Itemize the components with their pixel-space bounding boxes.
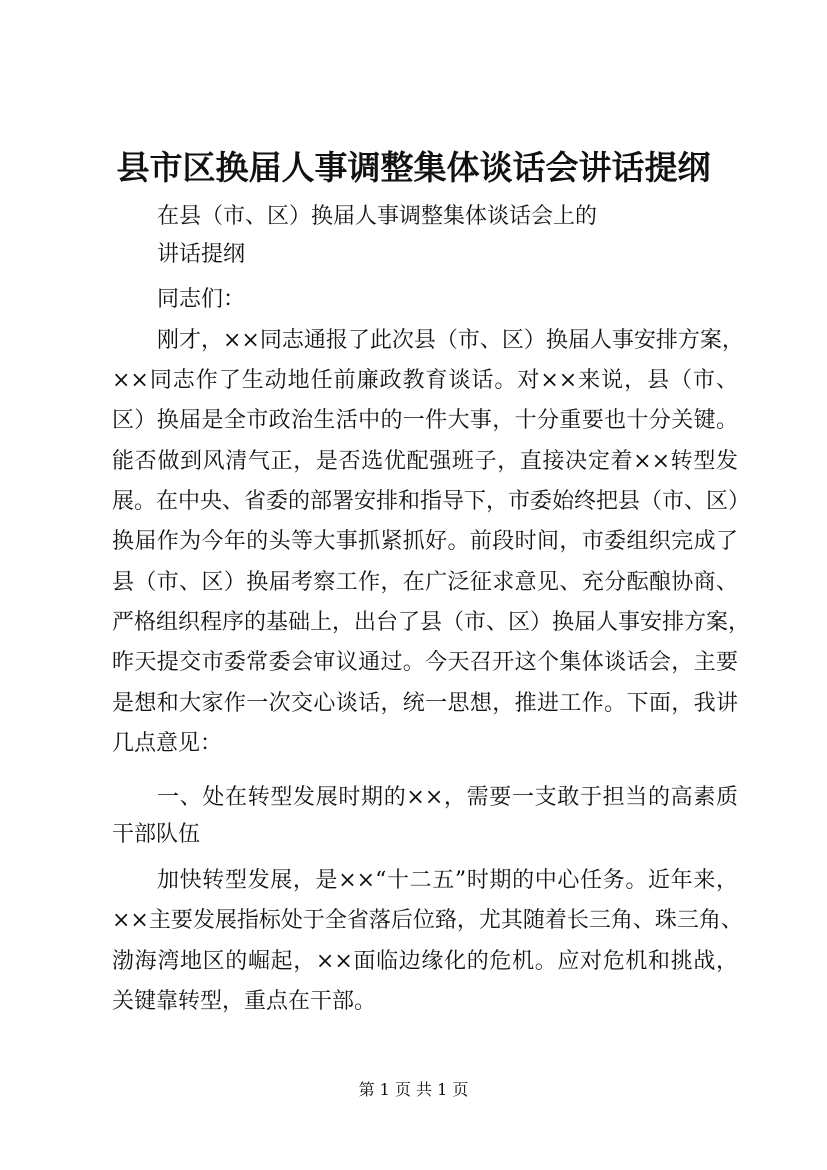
subtitle-line-2: 讲话提纲	[157, 242, 246, 267]
paragraph-1-line: 刚才，××同志通报了此次县（市、区）换届人事安排方案，	[157, 328, 744, 353]
paragraph-1-line: 严格组织程序的基础上，出台了县（市、区）换届人事安排方案，	[112, 610, 751, 635]
paragraph-2-line: ××主要发展指标处于全省落后位臵，尤其随着长三角、珠三角、	[112, 908, 743, 933]
paragraph-1-line: 换届作为今年的头等大事抓紧抓好。前段时间，市委组织完成了	[112, 529, 738, 554]
salutation: 同志们：	[157, 287, 246, 312]
paragraph-1-line: 区）换届是全市政治生活中的一件大事，十分重要也十分关键。	[112, 408, 738, 433]
paragraph-1-line: ××同志作了生动地任前廉政教育谈话。对××来说，县（市、	[112, 368, 738, 393]
section-heading-line: 干部队伍	[112, 822, 201, 847]
document-title: 县市区换届人事调整集体谈话会讲话提纲	[116, 148, 711, 187]
paragraph-1-line: 展。在中央、省委的部署安排和指导下，市委始终把县（市、区）	[112, 489, 751, 514]
section-heading-line: 一、处在转型发展时期的××，需要一支敢于担当的高素质	[157, 785, 738, 810]
paragraph-2-line: 渤海湾地区的崛起，××面临边缘化的危机。应对危机和挑战，	[112, 949, 738, 974]
page-footer: 第 1 页 共 1 页	[358, 1080, 469, 1099]
paragraph-2-line: 关键靠转型，重点在干部。	[112, 989, 377, 1014]
paragraph-1-line: 能否做到风清气正，是否选优配强班子，直接决定着××转型发	[112, 449, 738, 474]
paragraph-1-line: 几点意见：	[112, 731, 223, 756]
paragraph-2-line: 加快转型发展，是××“十二五”时期的中心任务。近年来，	[157, 868, 738, 893]
subtitle-line-1: 在县（市、区）换届人事调整集体谈话会上的	[157, 204, 598, 229]
paragraph-1-line: 是想和大家作一次交心谈话，统一思想，推进工作。下面，我讲	[112, 691, 738, 716]
paragraph-1-line: 昨天提交市委常委会审议通过。今天召开这个集体谈话会，主要	[112, 650, 738, 675]
paragraph-1-line: 县（市、区）换届考察工作，在广泛征求意见、充分酝酿协商、	[112, 570, 738, 595]
